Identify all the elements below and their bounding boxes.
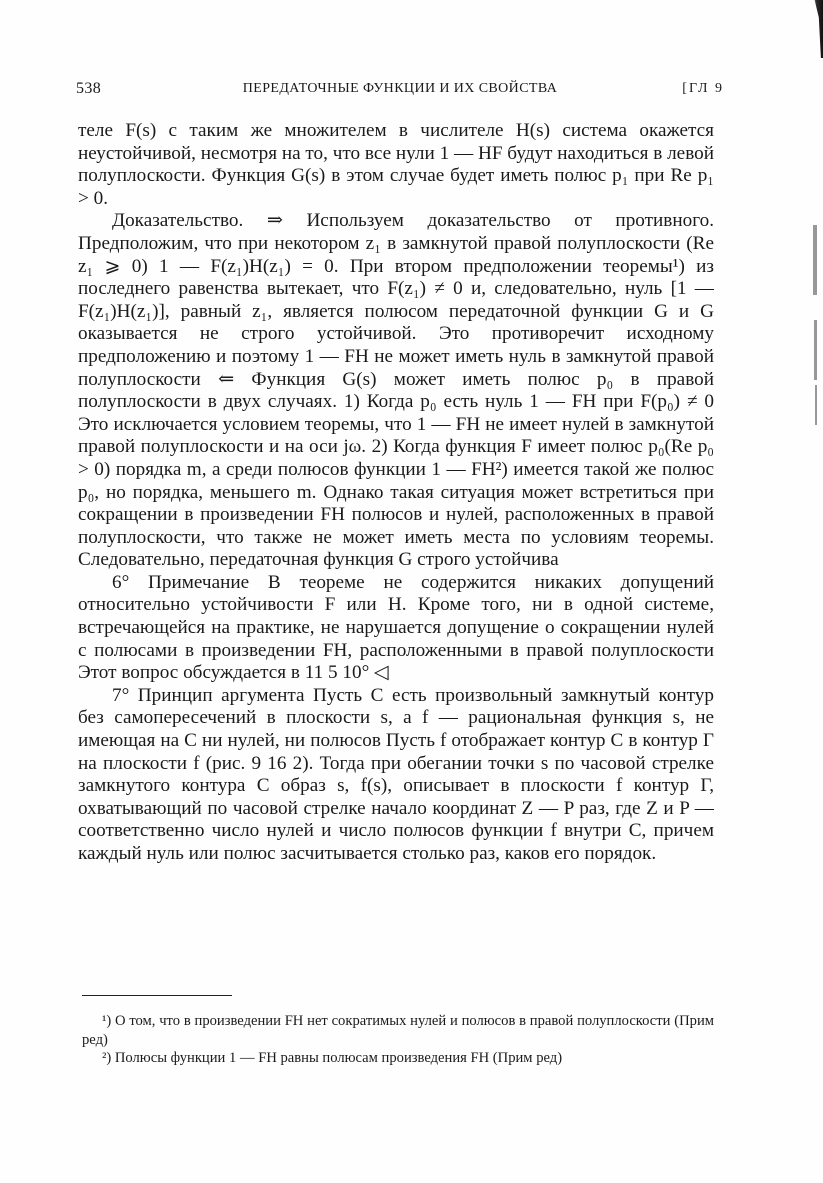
paragraph-continuation: теле F(s) с таким же множителем в числителе H(s) система окажется неустойчивой, несмотря на то, что все нули 1 — HF будут находиться в левой полуплоскости. Функция G(s) в этом случае будет иметь полюс p₁ при Re p₁ > 0. [78, 120, 714, 209]
paragraph-proof: Доказательство. ⇒ Используем доказательство от противного. Предположим, что при некотором z₁ в замкнутой правой полуплоскости (Re z₁ ⩾ 0) 1 — F(z₁)H(z₁) = 0. При втором предположении теоремы¹) из последнего равенства вытекает, что F(z₁) ≠ 0 и, следовательно, нуль [1 — F(z₁)H(z₁)], равный z₁, является полюсом передаточной функции G и G оказывается не строго устойчивой. Это противоречит исходному предположению и поэтому 1 — FH не может иметь нуль в замкнутой правой полуплоскости ⇐ Функция G(s) может иметь полюс p₀ в правой полуплоскости в двух случаях. 1) Когда p₀ есть нуль 1 — FH при F(p₀) ≠ 0 Это исключается условием теоремы, что 1 — FH не имеет нулей в замкнутой правой полуплоскости и на оси jω. 2) Когда функция F имеет полюс p₀(Re p₀ > 0) порядка m, а среди полюсов функции 1 — FH²) имеется такой же полюс p₀, но порядка, меньшего m. Однако такая ситуация может встретиться при сокращении в произведении FH полюсов и нулей, расположенных в правой полуплоскости, что также не может иметь места по условиям теоремы. Следовательно, передаточная функция G строго устойчива [78, 210, 714, 571]
main-text [78, 120, 714, 866]
running-header [76, 80, 724, 100]
footnote-text: ¹) О том, что в произведении FH нет сократимых нулей и полюсов в правой полуплоскости (Прим ред) [82, 1013, 714, 1048]
running-title: ПЕРЕДАТОЧНЫЕ ФУНКЦИИ И ИХ СВОЙСТВА [242, 81, 558, 96]
paragraph-remark: 6° Примечание В теореме не содержится никаких допущений относительно устойчивости F или H. Кроме того, ни в одной системе, встречающейся на практике, не нарушается допущение о сокращении нулей с полюсами в произведении FH, расположенными в правой полуплоскости Этот вопрос обсуждается в 11 5 10° ◁ [78, 571, 714, 684]
footnote-text: ²) Полюсы функции 1 — FH равны полюсам произведения FH (Прим ред) [102, 1050, 563, 1066]
margin-mark [815, 385, 817, 425]
footnote-1 [82, 1012, 714, 1049]
margin-mark [814, 320, 817, 380]
chapter-label: [ГЛ 9 [682, 81, 724, 96]
footnote-2 [82, 1049, 714, 1068]
paragraph-argument-principle: 7° Принцип аргумента Пусть C есть произвольный замкнутый контур без самопересечений в плоскости s, а f — рациональная функция s, не имеющая на C ни нулей, ни полюсов Пусть f отображает контур C в контур Γ на плоскости f (рис. 9 16 2). Тогда при обегании точки s по часовой стрелке замкнутого контура C образ s, f(s), описывает в плоскости f контур Γ, охватывающий по часовой стрелке начало координат Z — P раз, где Z и P — соответственно число нулей и число полюсов функции f внутри C, причем каждый нуль или полюс засчитывается столько раз, каков его порядок. [78, 684, 714, 864]
footnote-separator [82, 995, 232, 996]
scan-edge-shadow [809, 0, 823, 58]
margin-mark [813, 225, 817, 295]
page-number: 538 [76, 80, 102, 97]
